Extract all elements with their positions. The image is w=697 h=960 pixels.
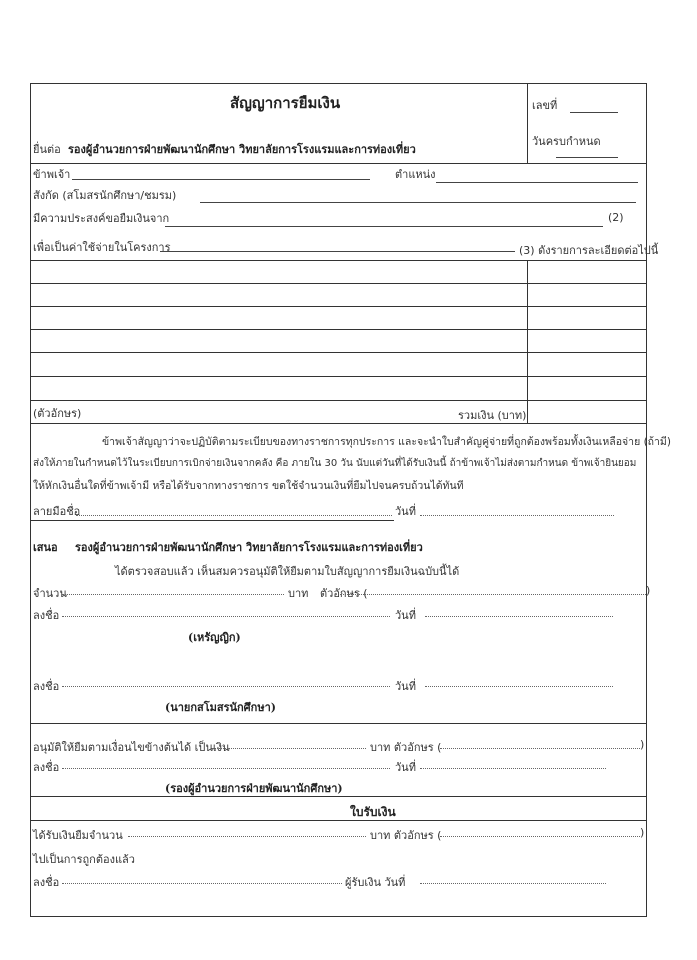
treasurer-sign-label: ลงชื่อ <box>33 609 60 622</box>
number-label: เลขที่ <box>532 99 558 112</box>
amount-words-label: ตัวอักษร ( <box>320 587 368 600</box>
header-bottom-rule <box>30 163 646 164</box>
received-label: ได้รับเงินยืมจำนวน <box>33 829 123 842</box>
agreement-line-1: ข้าพเจ้าสัญญาว่าจะปฏิบัติตามระเบียบของทางราชการทุกประการ และจะนำใบสำคัญคู่จ่ายที่ถูกต้องพร้อมทั้งเงินเหลือจ่าย (ถ้ามี) <box>102 436 671 448</box>
correct-label: ไปเป็นการถูกต้องแล้ว <box>33 853 135 866</box>
purpose-note: (2) <box>608 211 624 224</box>
approval-role: (รองผู้อำนวยการฝ่ายพัฒนานักศึกษา) <box>165 782 343 795</box>
approval-bottom-rule <box>30 796 646 797</box>
receiver-date-label: ผู้รับเงิน วันที่ <box>345 876 406 889</box>
name-field[interactable] <box>72 179 370 180</box>
propose-label: เสนอ <box>33 541 58 554</box>
president-role: (นายกสโมสรนักศึกษา) <box>165 701 276 714</box>
table-bottom-rule <box>30 423 646 424</box>
amount-field[interactable] <box>62 594 284 595</box>
position-label: ตำแหน่ง <box>395 168 436 181</box>
receipt-title: ใบรับเงิน <box>350 805 396 819</box>
position-field[interactable] <box>436 182 638 183</box>
treasurer-role: (เหรัญญิก) <box>188 631 241 644</box>
checked-text: ได้ตรวจสอบแล้ว เห็นสมควรอนุมัติให้ยืมตามใบสัญญาการยืมเงินฉบับนี้ได้ <box>115 565 460 578</box>
table-row-line <box>30 400 646 401</box>
agreement-line-3: ให้หักเงินอื่นใดที่ข้าพเจ้ามี หรือได้รับจากทางราชการ ขดใช้จำนวนเงินที่ยืมไปจนครบถ้วนได้ทันที <box>33 480 464 492</box>
total-amount-label: รวมเงิน (บาท) <box>458 409 527 422</box>
number-field[interactable] <box>570 112 618 113</box>
received-amount-field[interactable] <box>128 836 366 837</box>
header-divider <box>527 83 528 163</box>
agreement-bottom-rule <box>30 520 394 521</box>
approval-text: อนุมัติให้ยืมตามเงื่อนไขข้างต้นได้ เป็นเงิน <box>33 741 230 754</box>
approval-words-field[interactable] <box>440 748 640 749</box>
purpose-label: มีความประสงค์ขอยืมเงินจาก <box>33 212 170 225</box>
table-amount-divider <box>527 260 528 423</box>
close-paren: ) <box>646 584 651 597</box>
treasurer-date-field[interactable] <box>425 616 613 617</box>
approval-date-field[interactable] <box>420 768 606 769</box>
project-note: (3) ดังรายการละเอียดต่อไปนี้ <box>519 244 659 257</box>
table-row-line <box>30 283 646 284</box>
document-title: สัญญาการยืมเงิน <box>230 94 341 112</box>
signature-label: ลายมือชื่อ <box>33 505 81 518</box>
table-row-line <box>30 306 646 307</box>
table-row-line <box>30 376 646 377</box>
agreement-line-2: ส่งให้ภายในกำหนดไว้ในระเบียบการเบิกจ่ายเงินจากคลัง คือ ภายใน 30 วัน นับแต่วันที่ได้รับเงินนี้ ถ้าข้าพเจ้าไม่ส่งตามกำหนด ข้าพเจ้ายินยอม <box>33 458 637 469</box>
project-label: เพื่อเป็นค่าใช้จ่ายในโครงการ <box>33 241 171 254</box>
approval-date-label: วันที่ <box>395 761 416 774</box>
treasurer-sign-field[interactable] <box>62 616 390 617</box>
name-label: ข้าพเจ้า <box>33 168 71 181</box>
table-row-line <box>30 352 646 353</box>
receipt-title-rule <box>30 820 646 821</box>
president-sign-field[interactable] <box>62 686 390 687</box>
received-words-field[interactable] <box>440 836 640 837</box>
treasurer-date-label: วันที่ <box>395 609 416 622</box>
table-top-rule <box>30 260 646 261</box>
approval-sign-field[interactable] <box>62 768 390 769</box>
approval-amount-field[interactable] <box>212 748 366 749</box>
receiver-date-field[interactable] <box>420 883 606 884</box>
president-date-label: วันที่ <box>395 680 416 693</box>
approval-close-paren: ) <box>640 738 645 751</box>
submit-to-value: รองผู้อำนวยการฝ่ายพัฒนานักศึกษา วิทยาลัยการโรงแรมและการท่องเที่ยว <box>68 143 416 156</box>
receiver-sign-field[interactable] <box>62 883 342 884</box>
approval-sign-label: ลงชื่อ <box>33 761 60 774</box>
due-date-label: วันครบกำหนด <box>532 135 601 148</box>
received-baht-words-label: บาท ตัวอักษร ( <box>370 829 442 842</box>
approval-baht-words-label: บาท ตัวอักษร ( <box>370 741 442 754</box>
purpose-field[interactable] <box>165 226 603 227</box>
receiver-sign-label: ลงชื่อ <box>33 876 60 889</box>
project-field[interactable] <box>160 251 515 252</box>
affiliation-label: สังกัด (สโมสรนักศึกษา/ชมรม) <box>33 189 177 202</box>
due-date-field[interactable] <box>556 157 618 158</box>
president-date-field[interactable] <box>425 686 613 687</box>
signature-date-label: วันที่ <box>395 505 416 518</box>
president-sign-label: ลงชื่อ <box>33 680 60 693</box>
received-close-paren: ) <box>640 826 645 839</box>
signature-date-field[interactable] <box>420 515 614 516</box>
propose-bottom-rule <box>30 723 646 724</box>
baht-label: บาท <box>288 587 309 600</box>
table-row-line <box>30 329 646 330</box>
amount-words-field[interactable] <box>340 594 646 595</box>
total-words-label: (ตัวอักษร) <box>33 407 82 420</box>
propose-to: รองผู้อำนวยการฝ่ายพัฒนานักศึกษา วิทยาลัยการโรงแรมและการท่องเที่ยว <box>75 541 423 554</box>
amount-label: จำนวน <box>33 587 67 600</box>
signature-field[interactable] <box>76 515 392 516</box>
submit-to-label: ยื่นต่อ <box>33 143 61 156</box>
affiliation-field[interactable] <box>200 202 636 203</box>
